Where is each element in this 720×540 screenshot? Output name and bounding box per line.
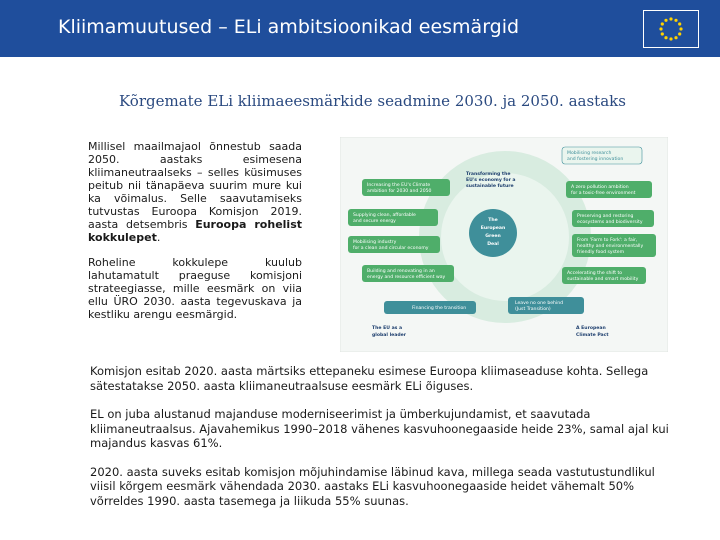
financing-label: Financing the transition (412, 306, 467, 311)
center-line-2: European (480, 226, 506, 231)
right-box-pollution (566, 181, 652, 198)
eu-flag-icon (643, 10, 699, 48)
left-box-industry (348, 236, 440, 253)
header-title: Kliimamuutused – ELi ambitsioonikad eesmärgid (58, 16, 520, 38)
financing-box (384, 301, 476, 314)
climate-pact-line-2: Climate Pact (576, 333, 609, 338)
bottom-paragraph-1: Komisjon esitab 2020. aasta märtsiks ettepaneku esimese Euroopa kliimaseaduse kohta. Sellega sätestatakse 2050. aasta kliimaneutraalsuse eesmärk ELi õiguses. (90, 364, 649, 393)
left-box-industry-line-2: for a clean and circular economy (353, 246, 429, 251)
right-box-food-line-1: From 'Farm to Fork': a fair, (577, 238, 638, 243)
transform-line-2: EU's economy for a (466, 178, 516, 183)
left-box-climate-line-2: ambition for 2030 and 2050 (367, 189, 432, 194)
leave-behind-line-2: (Just Transition) (515, 307, 551, 312)
right-box-ecosystems (572, 210, 654, 227)
transform-line-3: sustainable future (466, 184, 514, 189)
green-deal-center-circle (469, 209, 517, 257)
global-leader-line-1: The EU as a (372, 326, 403, 331)
right-box-ecosystems-line-2: ecosystems and biodiversity (577, 220, 643, 225)
right-box-food-line-3: friendly food system (577, 250, 625, 255)
left-p1-end: . (156, 231, 161, 244)
leave-behind-box (508, 297, 584, 314)
right-box-research-line-1: Mobilising research (567, 151, 612, 156)
right-box-research-line-2: and fostering innovation (567, 157, 624, 162)
left-column (88, 140, 302, 321)
bottom-paragraph-2: EL on juba alustanud majanduse moderniseerimist ja ümberkujundamist, et saavutada kliimaneutraalsus. Ajavahemikus 1990–2018 vähenes kasvuhoonegaaside heide 23%, samal ajal kui majandus kasvas 61%. (90, 407, 669, 450)
left-box-energy-line-1: Supplying clean, affordable (353, 213, 416, 218)
left-box-climate (362, 179, 450, 196)
center-line-3: Green (485, 234, 501, 239)
bottom-paragraph-3: 2020. aasta suveks esitab komisjon mõjuhindamise läbinud kava, millega seada vastutustundlikul viisil kõrgem eesmärk vähendada 2030. aastaks ELi kasvuhoonegaaside heidet vähemalt 50% võrreldes 1990. aasta tasemega ja liikuda 55% suunas. (90, 464, 655, 508)
right-box-pollution-line-2: for a toxic-free environment (571, 191, 636, 196)
left-box-climate-line-1: Increasing the EU's Climate (367, 183, 431, 188)
slide-title: Kõrgemate ELi kliimaeesmärkide seadmine 2030. ja 2050. aastaks (119, 92, 626, 110)
center-line-4: Deal (487, 242, 499, 247)
left-box-industry-line-1: Mobilising industry (353, 240, 397, 245)
left-box-building-line-2: energy and resource efficient way (367, 275, 446, 280)
left-box-energy-line-2: and secure energy (353, 219, 396, 224)
left-box-energy (348, 209, 438, 226)
right-box-mobility (562, 267, 646, 284)
header-bar (0, 0, 720, 57)
left-paragraph-1 (88, 140, 302, 244)
global-leader-line-2: global leader (372, 333, 407, 338)
right-box-mobility-line-1: Accelerating the shift to (567, 271, 623, 276)
eu-flag-stars (644, 11, 698, 47)
green-deal-diagram-svg (340, 137, 668, 352)
left-paragraph-2: Roheline kokkulepe kuulub lahutamatult praeguse komisjoni strateegiasse, mille eesmärk on viia ellu ÜRO 2030. aasta tegevuskava ja kestliku arengu eesmärgid. (88, 256, 302, 321)
left-box-building-line-1: Building and renovating in an (367, 269, 435, 274)
center-line-1: The (488, 218, 498, 223)
bottom-text (90, 364, 670, 522)
green-deal-diagram (340, 137, 668, 352)
left-p1-text: Millisel maailmajaol õnnestub saada 2050. aastaks esimesena kliimaneutraalseks – selles küsimuses peitub nii tänapäeva suurim mure kui ka võimalus. Selle saavutamiseks tutvustas Euroopa Komisjon 2019. aasta detsembris (88, 140, 302, 231)
right-box-ecosystems-line-1: Preserving and restoring (577, 214, 634, 219)
right-box-pollution-line-1: A zero pollution ambition (571, 185, 629, 190)
right-box-food-line-2: healthy and environmentally (577, 244, 644, 249)
leave-behind-line-1: Leave no one behind (515, 301, 564, 306)
climate-pact-line-1: A European (576, 326, 606, 331)
right-box-food (572, 234, 656, 257)
right-box-research (562, 147, 642, 164)
transform-label (466, 171, 516, 189)
left-box-building (362, 265, 454, 282)
transform-line-1: Transforming the (466, 172, 511, 177)
right-box-mobility-line-2: sustainable and smart mobility (567, 277, 639, 282)
green-deal-link-text: Euroopa rohelist kokkulepet (88, 218, 302, 244)
